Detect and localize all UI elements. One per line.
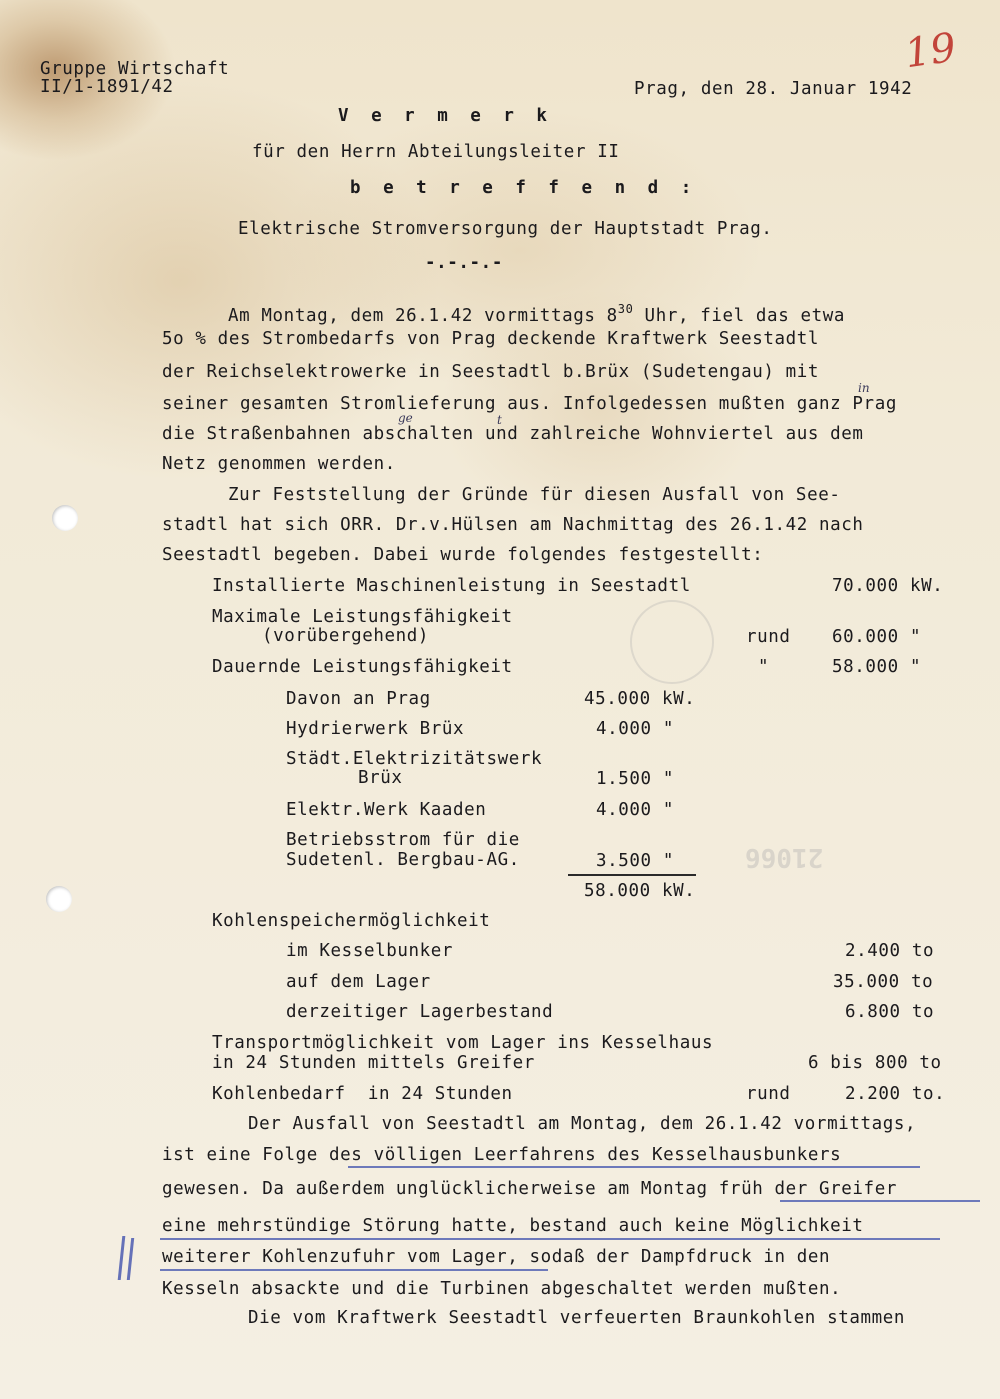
coal-stock-label: derzeitiger Lagerbestand xyxy=(286,1002,554,1022)
para2-line2: stadtl hat sich ORR. Dr.v.Hülsen am Nachmittag des 26.1.42 nach xyxy=(162,515,864,535)
sum-rule xyxy=(568,874,696,876)
coal-bunker-value: 2.400 to xyxy=(845,941,935,961)
distribution-label: Davon an Prag xyxy=(286,689,431,709)
para2-line1: Zur Feststellung der Gründe für diesen Ausfall von See- xyxy=(228,485,841,505)
coal-storage-heading: Kohlenspeichermöglichkeit xyxy=(212,911,491,931)
subject-line: Elektrische Stromversorgung der Hauptstadt Prag. xyxy=(238,219,773,239)
distribution-value: 4.000 " xyxy=(596,719,674,739)
coal-lager-label: auf dem Lager xyxy=(286,972,431,992)
ink-underline xyxy=(780,1200,980,1202)
max-capacity-value: 60.000 " xyxy=(832,627,922,647)
distribution-label: Hydrierwerk Brüx xyxy=(286,719,465,739)
distribution-label: Betriebsstrom für die xyxy=(286,830,520,850)
coal-demand-qualifier: rund xyxy=(746,1084,791,1104)
max-capacity-sublabel: (vorübergehend) xyxy=(262,626,430,646)
distribution-value: 45.000 kW. xyxy=(584,689,696,709)
handwritten-folio-number: 19 xyxy=(902,24,959,78)
separator: -.-.-.- xyxy=(425,253,503,273)
transport-value: 6 bis 800 to xyxy=(808,1053,942,1073)
margin-mark xyxy=(127,1238,134,1280)
max-capacity-qualifier: rund xyxy=(746,627,791,647)
handwritten-insertion: t xyxy=(497,413,502,427)
punch-hole xyxy=(46,886,72,912)
para1-line3: der Reichselektrowerke in Seestadtl b.Brüx (Sudetengau) mit xyxy=(162,362,820,382)
para4-line1: Die vom Kraftwerk Seestadtl verfeuerten Braunkohlen stammen xyxy=(248,1308,906,1328)
para3-line6: Kesseln absackte und die Turbinen abgeschaltet werden mußten. xyxy=(162,1279,842,1299)
para1-line6: Netz genommen werden. xyxy=(162,454,396,474)
ink-underline xyxy=(348,1166,920,1168)
continuous-capacity-label: Dauernde Leistungsfähigkeit xyxy=(212,657,513,677)
distribution-value: 3.500 " xyxy=(596,851,674,871)
distribution-sublabel: Sudetenl. Bergbau-AG. xyxy=(286,850,520,870)
installed-capacity-value: 70.000 kW. xyxy=(832,576,944,596)
distribution-sublabel: Brüx xyxy=(358,768,403,788)
para1-line1: Am Montag, dem 26.1.42 vormittags $8^{30}$ Uhr, fiel das etwa xyxy=(228,302,846,326)
coal-lager-value: 35.000 to xyxy=(833,972,934,992)
document-title: V e r m e r k xyxy=(338,106,553,126)
place-date: Prag, den 28. Januar 1942 xyxy=(634,79,913,99)
ink-underline xyxy=(160,1238,940,1240)
margin-mark xyxy=(118,1236,126,1280)
faint-stamp-number: 21066 xyxy=(745,842,824,872)
recipient-line: für den Herrn Abteilungsleiter II xyxy=(252,142,620,162)
coal-stock-value: 6.800 to xyxy=(845,1002,935,1022)
para3-line4: eine mehrstündige Störung hatte, bestand auch keine Möglichkeit xyxy=(162,1216,864,1236)
installed-capacity-label: Installierte Maschinenleistung in Seestadtl xyxy=(212,576,691,596)
department-line: Gruppe Wirtschaft xyxy=(40,59,230,79)
distribution-label: Elektr.Werk Kaaden xyxy=(286,800,487,820)
distribution-value: 1.500 " xyxy=(596,769,674,789)
para1-line2: 5o % des Strombedarfs von Prag deckende Kraftwerk Seestadtl xyxy=(162,329,820,349)
handwritten-insertion: ge xyxy=(398,411,413,425)
continuous-capacity-value: 58.000 " xyxy=(832,657,922,677)
distribution-value: 4.000 " xyxy=(596,800,674,820)
para3-line1: Der Ausfall von Seestadtl am Montag, dem 26.1.42 vormittags, xyxy=(248,1114,917,1134)
para3-line5: weiterer Kohlenzufuhr vom Lager, sodaß der Dampfdruck in den xyxy=(162,1247,831,1267)
para2-line3: Seestadtl begeben. Dabei wurde folgendes festgestellt: xyxy=(162,545,764,565)
para1-line5: die Straßenbahnen abschalten und zahlreiche Wohnviertel aus dem xyxy=(162,424,864,444)
para3-line3: gewesen. Da außerdem unglücklicherweise am Montag früh der Greifer xyxy=(162,1179,897,1199)
faint-round-stamp xyxy=(630,600,714,684)
ink-underline xyxy=(160,1269,548,1271)
transport-label: Transportmöglichkeit vom Lager ins Kesselhaus xyxy=(212,1033,714,1053)
betreffend-line: b e t r e f f e n d : xyxy=(350,178,698,198)
max-capacity-label: Maximale Leistungsfähigkeit xyxy=(212,607,513,627)
coal-demand-label: Kohlenbedarf in 24 Stunden xyxy=(212,1084,513,1104)
coal-bunker-label: im Kesselbunker xyxy=(286,941,454,961)
para1-line4: seiner gesamten Stromlieferung aus. Infolgedessen mußten ganz Prag xyxy=(162,394,897,414)
continuous-capacity-qualifier: " xyxy=(758,657,770,677)
distribution-total: 58.000 kW. xyxy=(584,881,696,901)
coal-demand-value: 2.200 to. xyxy=(845,1084,946,1104)
punch-hole xyxy=(52,505,78,531)
para3-line2: ist eine Folge des völligen Leerfahrens des Kesselhausbunkers xyxy=(162,1145,842,1165)
distribution-label: Städt.Elektrizitätswerk xyxy=(286,749,543,769)
reference-number: II/1-1891/42 xyxy=(40,77,174,97)
transport-sublabel: in 24 Stunden mittels Greifer xyxy=(212,1053,535,1073)
handwritten-insertion: in xyxy=(858,381,870,395)
